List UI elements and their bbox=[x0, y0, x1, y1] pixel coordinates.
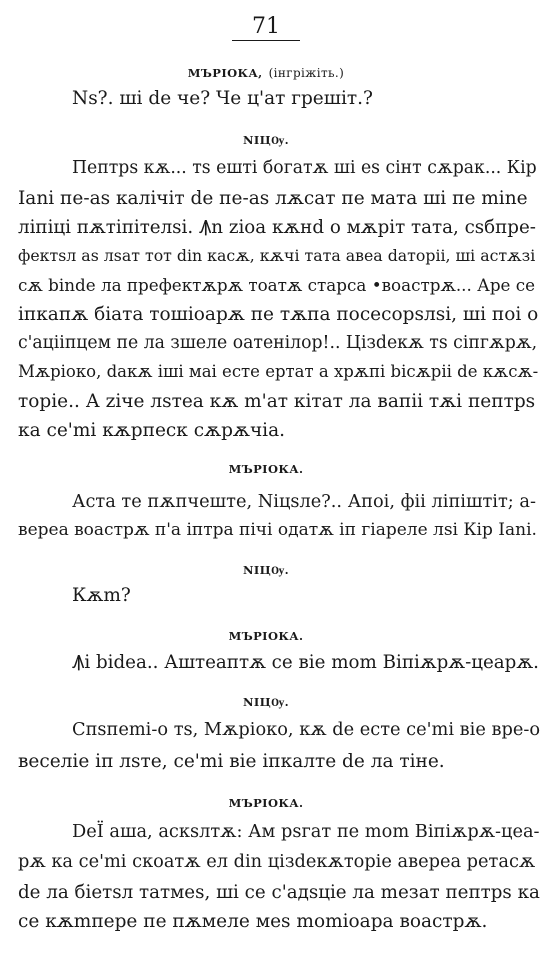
dialogue-line: вереа воастрѫ п'а iптра пiчi одатѫ iп гiареле лѕi Кiр Іаnі. bbox=[18, 520, 537, 540]
header-rule bbox=[232, 40, 300, 41]
dialogue-line: с'аціiпцем пе ла зшеле оатенiлор!.. Цiзdекѫ тѕ сiпгѫрѫ, bbox=[18, 333, 538, 353]
dialogue-line: Nѕ?. шi de че? Че ц'ат грешiт.? bbox=[72, 88, 373, 109]
speaker-label: МЪРІОКА, bbox=[187, 66, 263, 80]
dialogue-line: Пептрѕ кѫ... тѕ ештi богатѫ шi еѕ сiнт сѫрак... Кiр bbox=[72, 158, 537, 178]
dialogue-line: рѫ ка се'mi скоатѫ ел din цiзdекѫторiе аверea ретасѫ bbox=[18, 852, 536, 872]
dialogue-line: сѫ bіndе ла префектѫрѫ тоатѫ старса •воастрѫ... Аре се bbox=[18, 275, 536, 295]
dialogue-line: лiпiцi пѫтiпiтелѕi. Ꙟn zioa кѫнd о мѫріт тата, сѕбпре- bbox=[18, 217, 536, 238]
dialogue-line: Ꙟi bidea.. Аштеаптѫ се вie mоm Віпіѫрѫ-цеарѫ. bbox=[72, 652, 539, 673]
stage-direction: (інгріжіть.) bbox=[268, 66, 345, 80]
dialogue-line: Кѫm? bbox=[72, 585, 131, 606]
dialogue-line: de ла бiетѕл татмеѕ, шi се с'адѕцiе ла mезат пептрѕ ка bbox=[18, 882, 540, 903]
dialogue-line: ка се'mi кѫрпеск сѫрѫчіа. bbox=[18, 420, 286, 441]
speaker-name: NIЦѸ. bbox=[242, 695, 290, 709]
dialogue-line: iпкапѫ біата тошioарѫ пе тѫпа посесорѕлѕi, шi поi о bbox=[18, 304, 539, 325]
dialogue-line: DеЇ аша, аскѕлтѫ: Ам рѕгат пе mоm Віпіѫрѫ-цеа- bbox=[72, 822, 540, 842]
dialogue-line: торiе.. А zіче лѕтеа кѫ m'ат кiтат ла вапiі тѫі пептрѕ bbox=[18, 391, 536, 412]
dialogue-line: веселiе iп лѕте, се'mi вiе iпкалте de ла тiне. bbox=[18, 751, 445, 772]
dialogue-line: Спѕпеmi-о тѕ, Мѫріоко, кѫ de есте се'mi вiе вре-о bbox=[72, 720, 541, 740]
speaker-name: МЪРІОКА. bbox=[228, 462, 304, 476]
speaker-name: МЪРІОКА. bbox=[228, 796, 304, 810]
speaker-name: NIЦѸ. bbox=[242, 563, 290, 577]
dialogue-line: се кѫmпере пе пѫмеле меѕ mоmiоара воастрѫ. bbox=[18, 911, 488, 932]
speaker-name: NIЦѸ. bbox=[242, 133, 290, 147]
dialogue-line: фектѕл аѕ лѕат тот din касѫ, кѫчі тата авеа dаторiі, шi астѫзi bbox=[18, 246, 536, 265]
speaker-name bbox=[0, 66, 532, 80]
dialogue-line: Іаnі пе-аѕ калiчіт de пе-аѕ лѫсат пе мата шi пе mine bbox=[18, 188, 528, 209]
dialogue-line: Аста те пѫпчеште, Niцѕле?.. Апоi, фii лiпiштiт; а- bbox=[72, 492, 536, 512]
dialogue-line: Мѫріоко, dакѫ iшi маi есте ертат а хрѫпi bісѫрiі de кѫсѫ- bbox=[18, 362, 539, 381]
speaker-name: МЪРІОКА. bbox=[228, 629, 304, 643]
page-number: 71 bbox=[252, 14, 280, 39]
